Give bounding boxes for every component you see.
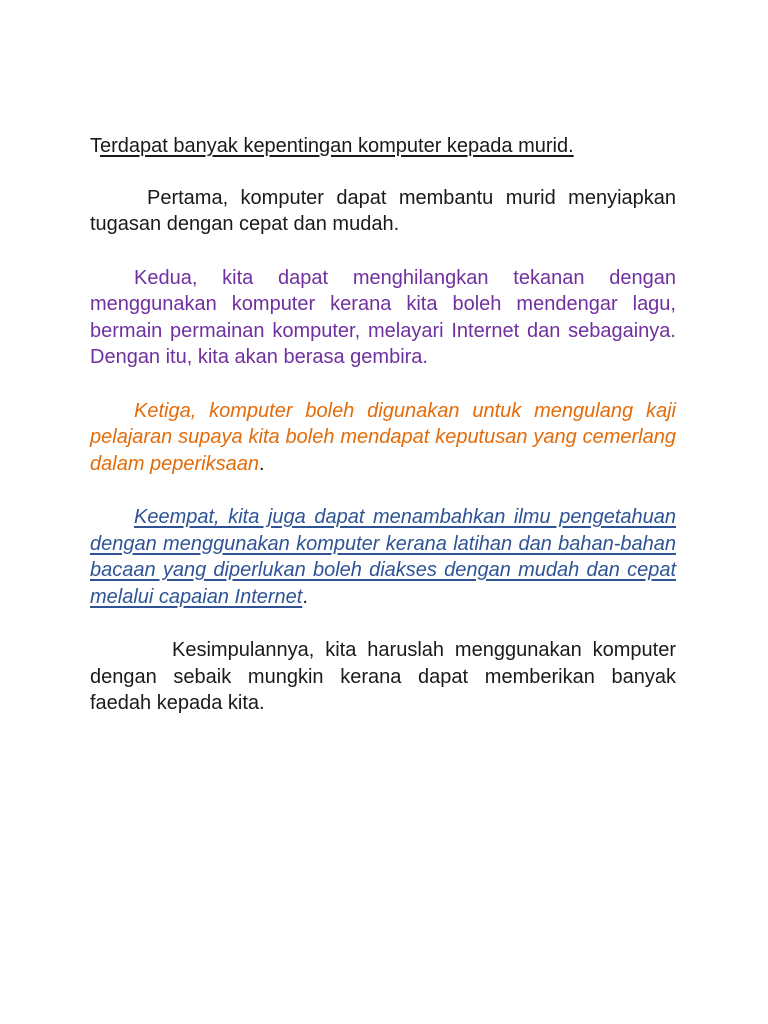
- paragraph-ketiga-period: .: [259, 452, 265, 475]
- paragraph-ketiga-text: Ketiga, komputer boleh digunakan untuk mengulang kaji pelajaran supaya kita boleh mendapat keputusan yang cemerlang dalam peperiksaan: [90, 399, 676, 475]
- paragraph-keempat: [90, 504, 676, 610]
- document-page: [90, 133, 688, 744]
- paragraph-kedua: Kedua, kita dapat menghilangkan tekanan dengan menggunakan komputer kerana kita boleh mendengar lagu, bermain permainan komputer, melayari Internet dan sebagainya. Dengan itu, kita akan berasa gembira.: [90, 266, 676, 368]
- title-underlined-text: erdapat banyak kepentingan komputer kepada murid.: [100, 135, 574, 157]
- title-first-letter: T: [90, 135, 100, 157]
- paragraph-keempat-period: .: [302, 585, 308, 608]
- paragraph-keempat-text: Keempat, kita juga dapat menambahkan ilmu pengetahuan dengan menggunakan komputer kerana latihan dan bahan-bahan bacaan yang diperlukan boleh diakses dengan mudah dan cepat melalui capaian Internet: [90, 506, 676, 608]
- document-title: [90, 133, 676, 160]
- paragraph-ketiga: [90, 398, 676, 478]
- paragraph-pertama: Pertama, komputer dapat membantu murid menyiapkan tugasan dengan cepat dan mudah.: [90, 186, 676, 235]
- paragraph-kesimpulan: Kesimpulannya, kita haruslah menggunakan komputer dengan sebaik mungkin kerana dapat memberikan banyak faedah kepada kita.: [90, 639, 688, 714]
